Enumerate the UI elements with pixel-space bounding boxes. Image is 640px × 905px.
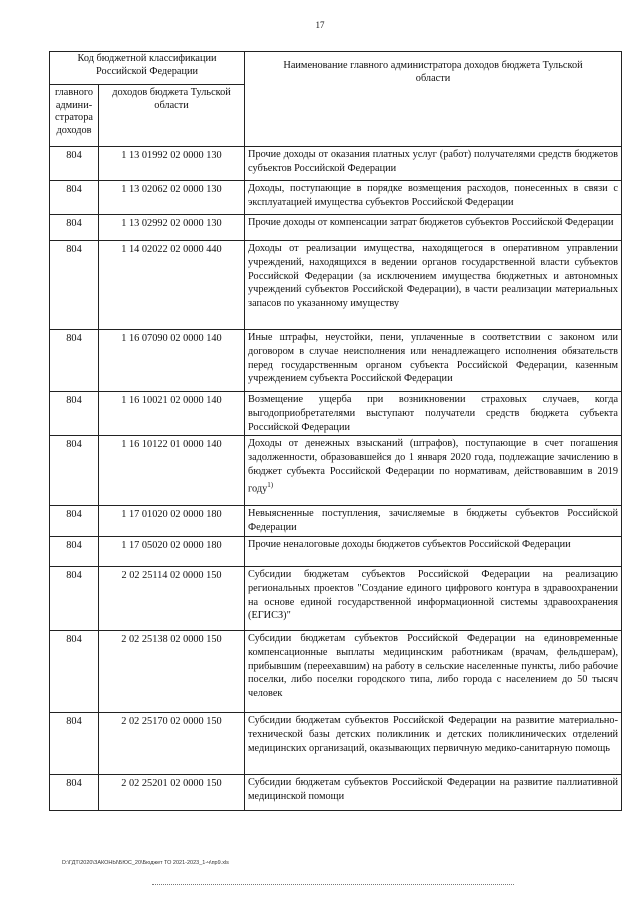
income-name-text: Субсидии бюджетам субъектов Российской Федерации на реализацию региональных проектов "Создание единого цифрового контура в здравоохранении на основе единой государственной информационной системы здравоохранения (ЕГИСЗ)" xyxy=(248,568,619,622)
income-name-text: Субсидии бюджетам субъектов Российской Федерации на развитие материально-технической базы детских поликлиник и детских поликлинических отделений медицинских организаций, оказывающих первичную медико-санитарную помощь xyxy=(248,714,619,754)
bottom-divider xyxy=(152,884,514,885)
table-row xyxy=(50,330,622,392)
income-name-cell xyxy=(245,774,622,810)
admin-code-cell: 804 xyxy=(50,392,99,436)
table-body xyxy=(50,147,622,811)
header-admin: главного админи-стратора доходов xyxy=(50,85,99,147)
admin-code-cell: 804 xyxy=(50,506,99,537)
income-code-cell: 1 16 07090 02 0000 140 xyxy=(99,330,245,392)
admin-code-cell: 804 xyxy=(50,712,99,774)
income-name-cell xyxy=(245,330,622,392)
income-name-cell xyxy=(245,215,622,241)
table-row xyxy=(50,536,622,566)
header-name-text: Наименование главного администратора доходов бюджета Тульской области xyxy=(283,60,583,84)
table-header xyxy=(50,52,622,147)
page-number: 17 xyxy=(315,20,325,30)
income-name-text: Иные штрафы, неустойки, пени, уплаченные в соответствии с законом или договором в случае неисполнения или ненадлежащего исполнения обязательств перед государственным органом субъекта Российской Федерации, казенным учреждением субъекта Российской Федерации xyxy=(248,332,619,385)
income-name-cell xyxy=(245,506,622,537)
income-name-text: Прочие доходы от компенсации затрат бюджетов субъектов Российской Федерации xyxy=(248,217,614,228)
income-name-cell xyxy=(245,147,622,181)
income-name-text: Доходы, поступающие в порядке возмещения расходов, понесенных в связи с эксплуатацией имущества субъектов Российской Федерации xyxy=(248,183,619,208)
table-row xyxy=(50,436,622,506)
admin-code-cell: 804 xyxy=(50,215,99,241)
admin-code-cell: 804 xyxy=(50,536,99,566)
table-row xyxy=(50,712,622,774)
income-code-cell: 1 13 01992 02 0000 130 xyxy=(99,147,245,181)
income-name-text: Прочие неналоговые доходы бюджетов субъектов Российской Федерации xyxy=(248,538,571,550)
table-row xyxy=(50,392,622,436)
admin-code-cell: 804 xyxy=(50,330,99,392)
table-row xyxy=(50,147,622,181)
header-code-group: Код бюджетной классификации Российской Федерации xyxy=(50,52,245,85)
income-name-cell xyxy=(245,536,622,566)
income-name-cell xyxy=(245,392,622,436)
footnote-marker: 1) xyxy=(267,480,274,489)
income-name-text: Возмещение ущерба при возникновении страховых случаев, когда выгодоприобретателями выступают получатели средств бюджета субъекта Российской Федерации xyxy=(248,394,619,433)
budget-classification-table xyxy=(49,51,622,811)
header-name xyxy=(245,52,622,147)
income-name-text: Субсидии бюджетам субъектов Российской Федерации на развитие паллиативной медицинской помощи xyxy=(248,776,619,802)
income-code-cell: 2 02 25201 02 0000 150 xyxy=(99,774,245,810)
income-code-cell: 1 14 02022 02 0000 440 xyxy=(99,241,245,330)
income-name-cell xyxy=(245,712,622,774)
income-name-text: Доходы от денежных взысканий (штрафов), поступающие в счет погашения задолженности, образовавшейся до 1 января 2020 года, подлежащие зачислению в бюджет субъекта Российской Федерации по нормативам, действовавшим в 2019 году xyxy=(248,438,619,495)
admin-code-cell: 804 xyxy=(50,241,99,330)
table-row xyxy=(50,774,622,810)
table-row xyxy=(50,566,622,630)
header-income: доходов бюджета Тульской области xyxy=(99,85,245,147)
table-row xyxy=(50,506,622,537)
admin-code-cell: 804 xyxy=(50,147,99,181)
table-row xyxy=(50,215,622,241)
admin-code-cell: 804 xyxy=(50,774,99,810)
income-code-cell: 1 16 10122 01 0000 140 xyxy=(99,436,245,506)
income-name-text: Субсидии бюджетам субъектов Российской Федерации на единовременные компенсационные выплаты медицинским работникам (врачам, фельдшерам), прибывшим (переехавшим) на работу в сельские населенные пункты, либо рабочие поселки, либо поселки городского типа, либо города с населением до 50 тысяч человек xyxy=(248,632,619,700)
table-row xyxy=(50,241,622,330)
income-name-cell xyxy=(245,436,622,506)
income-code-cell: 2 02 25114 02 0000 150 xyxy=(99,566,245,630)
income-name-text: Невыясненные поступления, зачисляемые в бюджеты субъектов Российской Федерации xyxy=(248,508,619,534)
file-path-footer: D:\ГДТ\2020\ЗАКОНЫ\БЮС_20\Бюджет ТО 2021-2023_1-ч\пр9.xls xyxy=(62,860,229,866)
admin-code-cell: 804 xyxy=(50,630,99,712)
income-code-cell: 1 17 01020 02 0000 180 xyxy=(99,506,245,537)
table-row xyxy=(50,630,622,712)
income-code-cell: 1 16 10021 02 0000 140 xyxy=(99,392,245,436)
income-code-cell: 1 17 05020 02 0000 180 xyxy=(99,536,245,566)
admin-code-cell: 804 xyxy=(50,566,99,630)
admin-code-cell: 804 xyxy=(50,181,99,215)
income-code-cell: 2 02 25138 02 0000 150 xyxy=(99,630,245,712)
income-code-cell: 2 02 25170 02 0000 150 xyxy=(99,712,245,774)
income-name-text: Прочие доходы от оказания платных услуг (работ) получателями средств бюджетов субъектов Российской Федерации xyxy=(248,149,619,174)
income-code-cell: 1 13 02992 02 0000 130 xyxy=(99,215,245,241)
table-row xyxy=(50,181,622,215)
income-name-cell xyxy=(245,566,622,630)
income-name-cell xyxy=(245,181,622,215)
income-name-cell xyxy=(245,241,622,330)
income-code-cell: 1 13 02062 02 0000 130 xyxy=(99,181,245,215)
income-name-cell xyxy=(245,630,622,712)
income-name-text: Доходы от реализации имущества, находящегося в оперативном управлении учреждений, находящихся в ведении органов государственной власти субъектов Российской Федерации (за исключением имущества бюджетных и автономных учреждений субъектов Российской Федерации), в части реализации материальных запасов по указанному имуществу xyxy=(248,243,619,310)
admin-code-cell: 804 xyxy=(50,436,99,506)
